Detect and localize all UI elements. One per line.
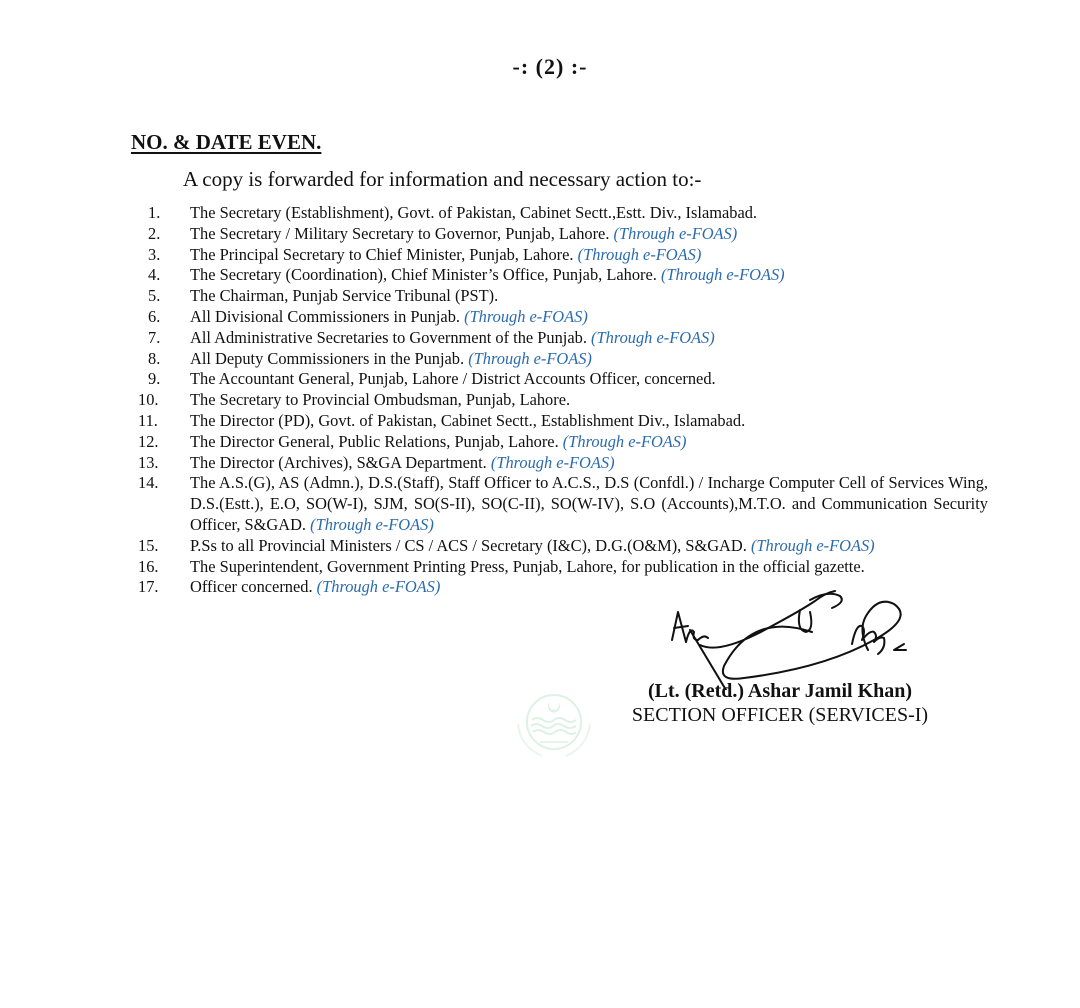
item-recipient: The A.S.(G), AS (Admn.), D.S.(Staff), Staff Officer to A.C.S., D.S (Confdl.) / Incharge Computer Cell of Services Wing, D.S.(Estt.), E.O, SO(W-I), SJM, SO(S-II), SO(C-II), SO(W-IV), S.O (Accounts),M.T.O. and Communication Security Officer, S&GAD. — [190, 473, 988, 534]
item-recipient: The Accountant General, Punjab, Lahore / District Accounts Officer, concerned. — [190, 369, 716, 389]
item-text — [190, 369, 988, 390]
item-number: 4. — [148, 265, 161, 285]
item-text — [190, 307, 988, 328]
item-recipient: The Superintendent, Government Printing Press, Punjab, Lahore, for publication in the official gazette. — [190, 556, 865, 576]
item-text — [190, 453, 988, 474]
distribution-item — [138, 349, 988, 370]
item-text — [190, 536, 988, 557]
item-recipient: The Principal Secretary to Chief Minister, Punjab, Lahore. — [190, 244, 574, 264]
distribution-item — [138, 453, 988, 474]
through-efoas-note: (Through e-FOAS) — [464, 306, 588, 326]
distribution-item — [138, 203, 988, 224]
item-number: 2. — [148, 223, 161, 243]
item-number: 8. — [148, 348, 161, 368]
item-recipient: P.Ss to all Provincial Ministers / CS / ACS / Secretary (I&C), D.G.(O&M), S&GAD. — [190, 535, 747, 555]
item-number: 5. — [148, 286, 161, 306]
item-number: 15. — [138, 535, 159, 555]
distribution-item — [138, 224, 988, 245]
through-efoas-note: (Through e-FOAS) — [468, 348, 592, 368]
item-recipient: The Secretary (Establishment), Govt. of Pakistan, Cabinet Sectt.,Estt. Div., Islamabad. — [190, 203, 758, 222]
item-number: 17. — [138, 577, 159, 597]
distribution-item — [138, 245, 988, 266]
item-text — [190, 286, 988, 307]
officer-name: (Lt. (Retd.) Ashar Jamil Khan) — [647, 680, 913, 702]
through-efoas-note: (Through e-FOAS) — [490, 452, 615, 472]
item-number: 11. — [138, 410, 158, 430]
item-text — [190, 473, 988, 535]
distribution-item — [138, 536, 988, 557]
item-recipient: The Director (PD), Govt. of Pakistan, Cabinet Sectt., Establishment Div., Islamabad. — [190, 410, 746, 430]
item-text — [190, 390, 988, 411]
item-text — [190, 432, 988, 453]
distribution-item — [138, 473, 988, 535]
item-recipient: The Secretary / Military Secretary to Governor, Punjab, Lahore. — [190, 223, 610, 243]
item-number: 3. — [148, 244, 161, 264]
distribution-item — [138, 328, 988, 349]
distribution-item — [138, 390, 988, 411]
item-recipient: All Divisional Commissioners in Punjab. — [190, 306, 460, 326]
item-recipient: The Director General, Public Relations, Punjab, Lahore. — [190, 431, 559, 451]
through-efoas-note: (Through e-FOAS) — [316, 577, 441, 597]
item-recipient: The Director (Archives), S&GA Department. — [190, 452, 487, 472]
item-text — [190, 203, 988, 224]
item-recipient: All Deputy Commissioners in the Punjab. — [190, 348, 465, 368]
handwritten-signature-icon — [660, 590, 930, 690]
item-text — [190, 265, 988, 286]
reference-heading: NO. & DATE EVEN. — [131, 130, 322, 154]
item-number: 6. — [148, 306, 161, 326]
through-efoas-note: (Through e-FOAS) — [577, 244, 702, 264]
item-recipient: Officer concerned. — [190, 577, 313, 597]
forwarding-intro: A copy is forwarded for information and necessary action to:- — [183, 167, 702, 191]
item-number: 1. — [148, 203, 161, 222]
item-recipient: The Secretary (Coordination), Chief Minister’s Office, Punjab, Lahore. — [190, 265, 657, 285]
item-number: 9. — [148, 369, 161, 389]
item-text — [190, 224, 988, 245]
item-text — [190, 349, 988, 370]
item-text — [190, 328, 988, 349]
officer-designation: SECTION OFFICER (SERVICES-I) — [631, 704, 929, 726]
distribution-list — [138, 203, 988, 598]
distribution-item — [138, 307, 988, 328]
through-efoas-note: (Through e-FOAS) — [750, 535, 875, 555]
distribution-item — [138, 411, 988, 432]
through-efoas-note: (Through e-FOAS) — [591, 327, 715, 347]
item-number: 13. — [138, 452, 159, 472]
through-efoas-note: (Through e-FOAS) — [660, 265, 785, 285]
item-text — [190, 245, 988, 266]
item-text — [190, 411, 988, 432]
through-efoas-note: (Through e-FOAS) — [562, 431, 687, 451]
distribution-item — [138, 286, 988, 307]
page-number-marker: -: (2) :- — [512, 54, 588, 79]
item-number: 10. — [138, 390, 159, 410]
item-recipient: All Administrative Secretaries to Government of the Punjab. — [190, 327, 587, 347]
distribution-item — [138, 432, 988, 453]
item-number: 12. — [138, 431, 159, 451]
item-number: 16. — [138, 556, 159, 576]
item-recipient: The Secretary to Provincial Ombudsman, Punjab, Lahore. — [190, 390, 571, 410]
punjab-government-seal-icon — [504, 684, 604, 764]
distribution-item — [138, 557, 988, 578]
distribution-item — [138, 369, 988, 390]
through-efoas-note: (Through e-FOAS) — [310, 514, 434, 534]
item-text — [190, 557, 988, 578]
item-recipient: The Chairman, Punjab Service Tribunal (PST). — [190, 286, 499, 306]
through-efoas-note: (Through e-FOAS) — [613, 223, 738, 243]
item-number: 14. — [138, 473, 159, 493]
distribution-item — [138, 265, 988, 286]
signature-block — [600, 590, 960, 740]
item-number: 7. — [148, 327, 161, 347]
